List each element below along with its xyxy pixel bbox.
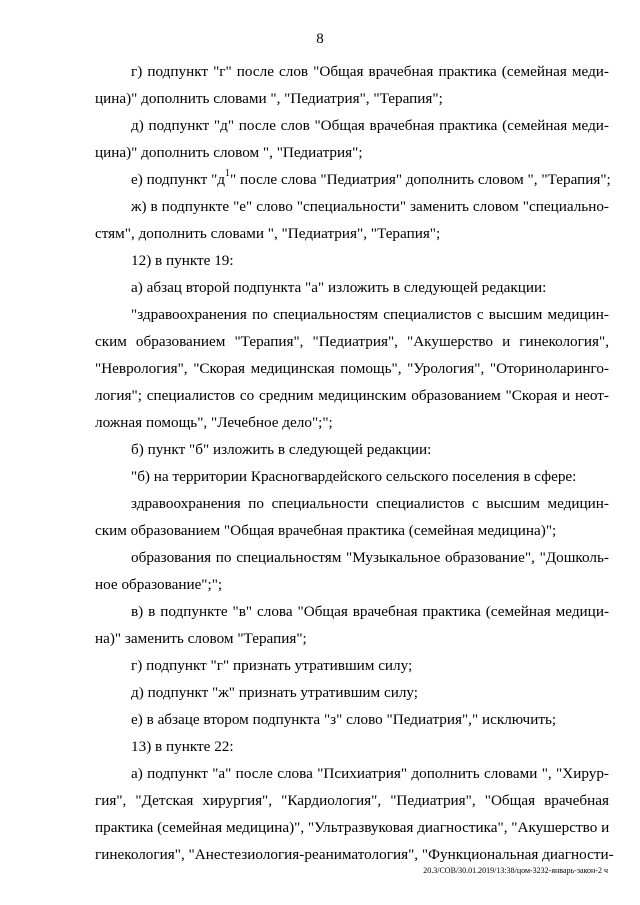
text-line: ж) в подпункте "е" слово "специальности" заменить словом "специально- <box>131 198 609 215</box>
text-line: в) в подпункте "в" слова "Общая врачебная практика (семейная медици- <box>131 603 609 620</box>
text-line: ским образованием "Общая врачебная практика (семейная медицина)"; <box>95 522 557 539</box>
superscript: 1 <box>225 167 230 179</box>
text-line: гия", "Детская хирургия", "Кардиология", "Педиатрия", "Общая врачебная <box>95 792 609 809</box>
text-fragment: " после слова "Педиатрия" дополнить словом ", "Терапия"; <box>230 171 611 188</box>
document-footer-code: 20.3/СОВ/30.01.2019/13:38/цом-3232-январь-закон-2 ч <box>423 866 608 875</box>
text-line: "б) на территории Красногвардейского сельского поселения в сфере: <box>131 468 577 485</box>
text-line: здравоохранения по специальности специалистов с высшим медицин- <box>131 495 609 512</box>
text-line: 12) в пункте 19: <box>131 252 234 269</box>
text-line: стям", дополнить словами ", "Педиатрия", "Терапия"; <box>95 225 441 242</box>
text-line: а) подпункт "а" после слова "Психиатрия" дополнить словами ", "Хирур- <box>131 765 609 782</box>
text-line: гинекология", "Анестезиология-реаниматология", "Функциональная диагности- <box>95 846 614 863</box>
text-line: ским образованием "Терапия", "Педиатрия", "Акушерство и гинекология", <box>95 333 609 350</box>
text-line: логия"; специалистов со средним медицинским образованием "Скорая и неот- <box>95 387 609 404</box>
text-line: г) подпункт "г" после слов "Общая врачебная практика (семейная меди- <box>131 63 609 80</box>
text-line: практика (семейная медицина)", "Ультразвуковая диагностика", "Акушерство и <box>95 819 610 836</box>
text-fragment: е) подпункт "д <box>131 171 225 188</box>
text-line: б) пункт "б" изложить в следующей редакции: <box>131 441 432 458</box>
text-line: образования по специальностям "Музыкальное образование", "Дошколь- <box>131 549 609 566</box>
text-line: е) в абзаце втором подпункта "з" слово "Педиатрия"," исключить; <box>131 711 557 728</box>
text-line: на)" заменить словом "Терапия"; <box>95 630 307 647</box>
text-line: ное образование";"; <box>95 576 223 593</box>
text-line: цина)" дополнить словами ", "Педиатрия", "Терапия"; <box>95 90 443 107</box>
text-line: "здравоохранения по специальностям специалистов с высшим медицин- <box>131 306 609 323</box>
text-line: д) подпункт "д" после слов "Общая врачебная практика (семейная меди- <box>131 117 609 134</box>
text-line: а) абзац второй подпункта "а" изложить в следующей редакции: <box>131 279 547 296</box>
page-number: 8 <box>316 31 324 47</box>
text-line <box>131 167 611 190</box>
text-line: цина)" дополнить словом ", "Педиатрия"; <box>95 144 363 161</box>
text-line: "Неврология", "Скорая медицинская помощь", "Урология", "Оториноларинго- <box>95 360 609 377</box>
text-line: ложная помощь", "Лечебное дело";"; <box>95 414 333 431</box>
text-line: 13) в пункте 22: <box>131 738 234 755</box>
text-line: д) подпункт "ж" признать утратившим силу; <box>131 684 419 701</box>
text-line: г) подпункт "г" признать утратившим силу; <box>131 657 413 674</box>
